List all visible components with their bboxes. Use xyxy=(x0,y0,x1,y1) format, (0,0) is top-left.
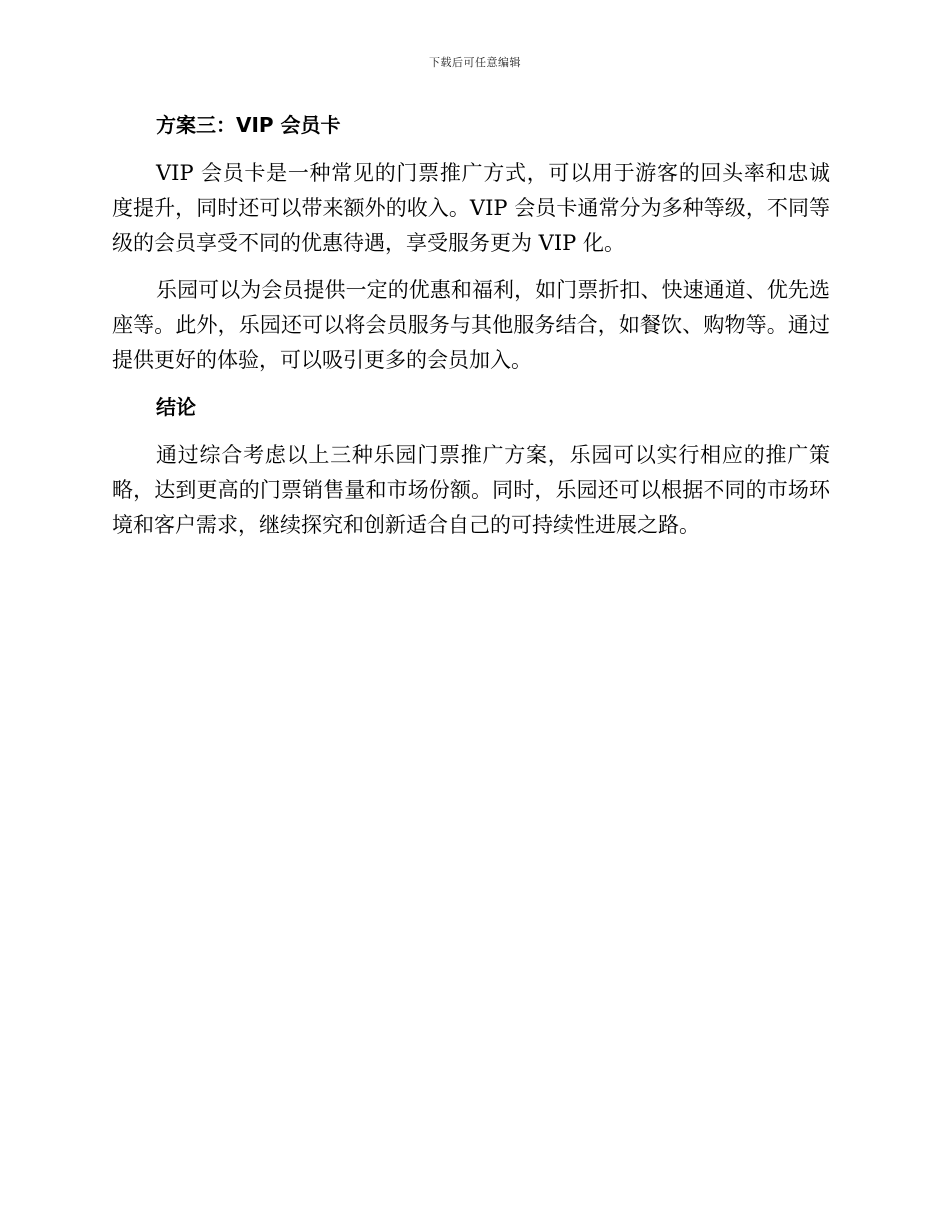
paragraph-vip-intro: VIP 会员卡是一种常见的门票推广方式，可以用于游客的回头率和忠诚度提升，同时还可以带来额外的收入。VIP 会员卡通常分为多种等级，不同等级的会员享受不同的优惠待遇，享受服务更为 VIP 化。 xyxy=(112,161,830,255)
paragraph-vip-benefits: 乐园可以为会员提供一定的优惠和福利，如门票折扣、快速通道、优先选座等。此外，乐园还可以将会员服务与其他服务结合，如餐饮、购物等。通过提供更好的体验，可以吸引更多的会员加入。 xyxy=(112,278,830,372)
section-heading-vip-card: 方案三：VIP 会员卡 xyxy=(156,113,341,137)
page-header-note: 下载后可任意编辑 xyxy=(429,56,521,69)
section-heading-conclusion: 结论 xyxy=(156,395,196,419)
paragraph-conclusion: 通过综合考虑以上三种乐园门票推广方案，乐园可以实行相应的推广策略，达到更高的门票销售量和市场份额。同时，乐园还可以根据不同的市场环境和客户需求，继续探究和创新适合自己的可持续性进展之路。 xyxy=(112,443,830,537)
document-body xyxy=(112,108,830,555)
